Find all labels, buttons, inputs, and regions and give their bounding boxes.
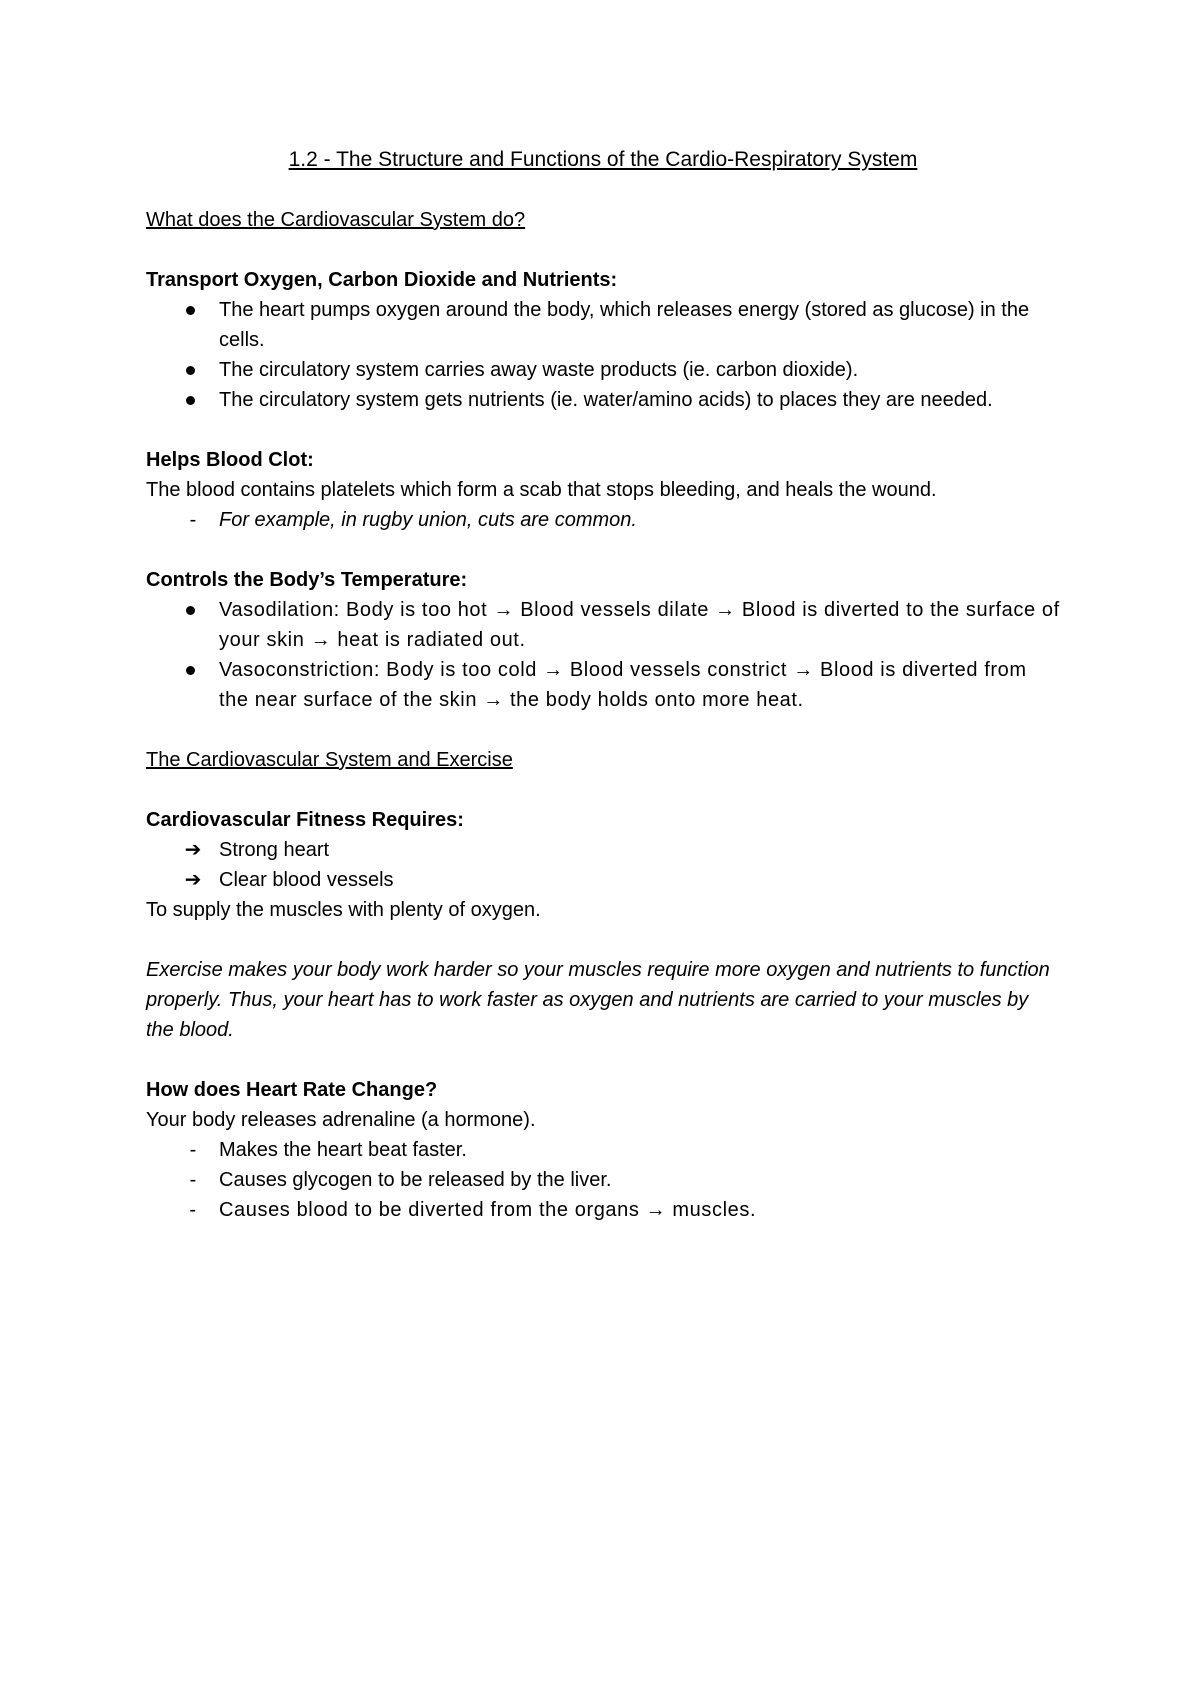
temperature-heading: Controls the Body’s Temperature: — [146, 569, 468, 591]
arrow-right-icon: ➔ — [184, 869, 202, 891]
list-item-text: Vasoconstriction: Body is too cold → Blood vessels constrict → Blood is diverted from the near surface of the skin → the body holds onto more heat. — [219, 659, 1027, 711]
blood-clot-heading: Helps Blood Clot: — [146, 449, 314, 471]
list-item — [146, 295, 1060, 355]
bullet-dot-icon — [186, 396, 195, 405]
transport-bullet-list — [146, 295, 1060, 415]
list-item-text: Vasodilation: Body is too hot → Blood vessels dilate → Blood is diverted to the surface of your skin → heat is radiated out. — [219, 599, 1060, 651]
fitness-text: To supply the muscles with plenty of oxygen. — [146, 899, 541, 921]
spacer — [146, 235, 1060, 265]
temperature-bullet-list — [146, 595, 1060, 715]
list-item-text: The circulatory system gets nutrients (ie. water/amino acids) to places they are needed. — [219, 389, 993, 411]
list-item-text: The heart pumps oxygen around the body, which releases energy (stored as glucose) in the cells. — [219, 299, 1030, 351]
example-text: For example, in rugby union, cuts are common. — [219, 509, 637, 531]
dash-marker: - — [189, 1199, 197, 1221]
list-item — [146, 865, 1060, 895]
list-item — [146, 505, 1060, 535]
section-heading-cardiovascular-system: What does the Cardiovascular System do? — [146, 209, 526, 231]
heart-rate-text: Your body releases adrenaline (a hormone). — [146, 1109, 536, 1131]
transport-heading: Transport Oxygen, Carbon Dioxide and Nutrients: — [146, 269, 618, 291]
list-item — [146, 1135, 1060, 1165]
spacer — [146, 715, 1060, 745]
heart-rate-dash-list — [146, 1135, 1060, 1225]
section-heading-exercise: The Cardiovascular System and Exercise — [146, 749, 513, 771]
bullet-dot-icon — [186, 606, 195, 615]
dash-marker: - — [189, 1169, 197, 1191]
bullet-dot-icon — [186, 366, 195, 375]
fitness-arrow-list — [146, 835, 1060, 895]
list-item-text: The circulatory system carries away waste products (ie. carbon dioxide). — [219, 359, 859, 381]
spacer — [146, 535, 1060, 565]
spacer — [146, 415, 1060, 445]
dash-marker: - — [189, 1139, 197, 1161]
exercise-note: Exercise makes your body work harder so your muscles require more oxygen and nutrients to function properly. Thus, your heart has to work faster as oxygen and nutrients are carried to your muscles by the blood. — [146, 959, 1050, 1041]
list-item — [146, 385, 1060, 415]
blood-clot-example-list — [146, 505, 1060, 535]
arrow-right-icon: ➔ — [184, 839, 202, 861]
list-item-text: Causes blood to be diverted from the organs → muscles. — [219, 1199, 757, 1221]
list-item — [146, 1195, 1060, 1225]
list-item-text: Causes glycogen to be released by the liver. — [219, 1169, 612, 1191]
list-item-text: Makes the heart beat faster. — [219, 1139, 467, 1161]
heart-rate-heading: How does Heart Rate Change? — [146, 1079, 438, 1101]
list-item — [146, 835, 1060, 865]
blood-clot-text: The blood contains platelets which form a scab that stops bleeding, and heals the wound. — [146, 479, 937, 501]
list-item — [146, 355, 1060, 385]
spacer — [146, 925, 1060, 955]
dash-marker: - — [189, 509, 197, 531]
bullet-dot-icon — [186, 666, 195, 675]
list-item-text: Strong heart — [219, 839, 330, 861]
spacer — [146, 1045, 1060, 1075]
list-item — [146, 655, 1060, 715]
list-item — [146, 595, 1060, 655]
fitness-heading: Cardiovascular Fitness Requires: — [146, 809, 464, 831]
spacer — [146, 775, 1060, 805]
list-item — [146, 1165, 1060, 1195]
bullet-dot-icon — [186, 306, 195, 315]
page-title: 1.2 - The Structure and Functions of the Cardio-Respiratory System — [288, 148, 918, 171]
spacer — [146, 175, 1060, 205]
list-item-text: Clear blood vessels — [219, 869, 394, 891]
